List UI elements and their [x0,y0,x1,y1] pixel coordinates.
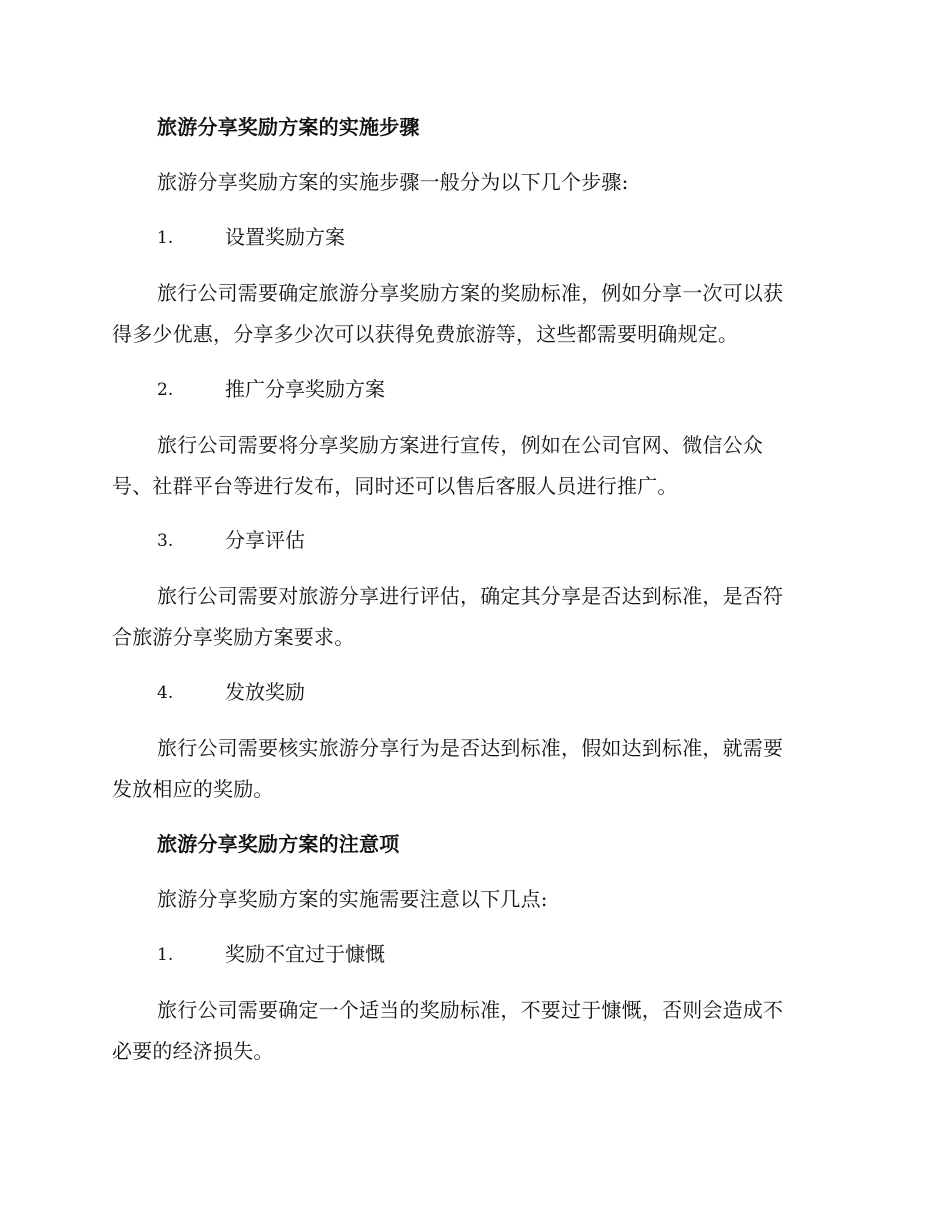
point-paragraph-line: 必要的经济损失。 [112,1039,274,1063]
step-paragraph-line: 合旅游分享奖励方案要求。 [112,625,355,649]
step-paragraph-line: 旅行公司需要核实旅游分享行为是否达到标准，假如达到标准，就需要 [157,736,784,760]
section-heading: 旅游分享奖励方案的注意项 [157,832,400,856]
step-paragraph-line: 发放相应的奖励。 [112,777,274,801]
step-title: 推广分享奖励方案 [225,377,385,401]
step-title: 分享评估 [225,528,305,552]
point-number: 1. [157,945,174,965]
section-intro: 旅游分享奖励方案的实施需要注意以下几点: [157,887,548,911]
step-number: 2. [157,380,174,400]
step-paragraph-line: 号、社群平台等进行发布，同时还可以售后客服人员进行推广。 [112,474,678,498]
step-paragraph-line: 旅行公司需要对旅游分享进行评估，确定其分享是否达到标准，是否符 [157,584,784,608]
section-intro: 旅游分享奖励方案的实施步骤一般分为以下几个步骤: [157,170,629,194]
step-number: 1. [157,228,174,248]
step-title: 发放奖励 [225,680,305,704]
step-number: 3. [157,531,174,551]
step-title: 设置奖励方案 [225,225,345,249]
point-title: 奖励不宜过于慷慨 [225,942,385,966]
section-heading: 旅游分享奖励方案的实施步骤 [157,115,420,139]
step-paragraph-line: 旅行公司需要将分享奖励方案进行宣传，例如在公司官网、微信公众 [157,433,763,457]
step-number: 4. [157,683,174,703]
step-paragraph-line: 得多少优惠，分享多少次可以获得免费旅游等，这些都需要明确规定。 [112,322,739,346]
point-paragraph-line: 旅行公司需要确定一个适当的奖励标准，不要过于慷慨，否则会造成不 [157,998,784,1022]
step-paragraph-line: 旅行公司需要确定旅游分享奖励方案的奖励标准，例如分享一次可以获 [157,281,784,305]
